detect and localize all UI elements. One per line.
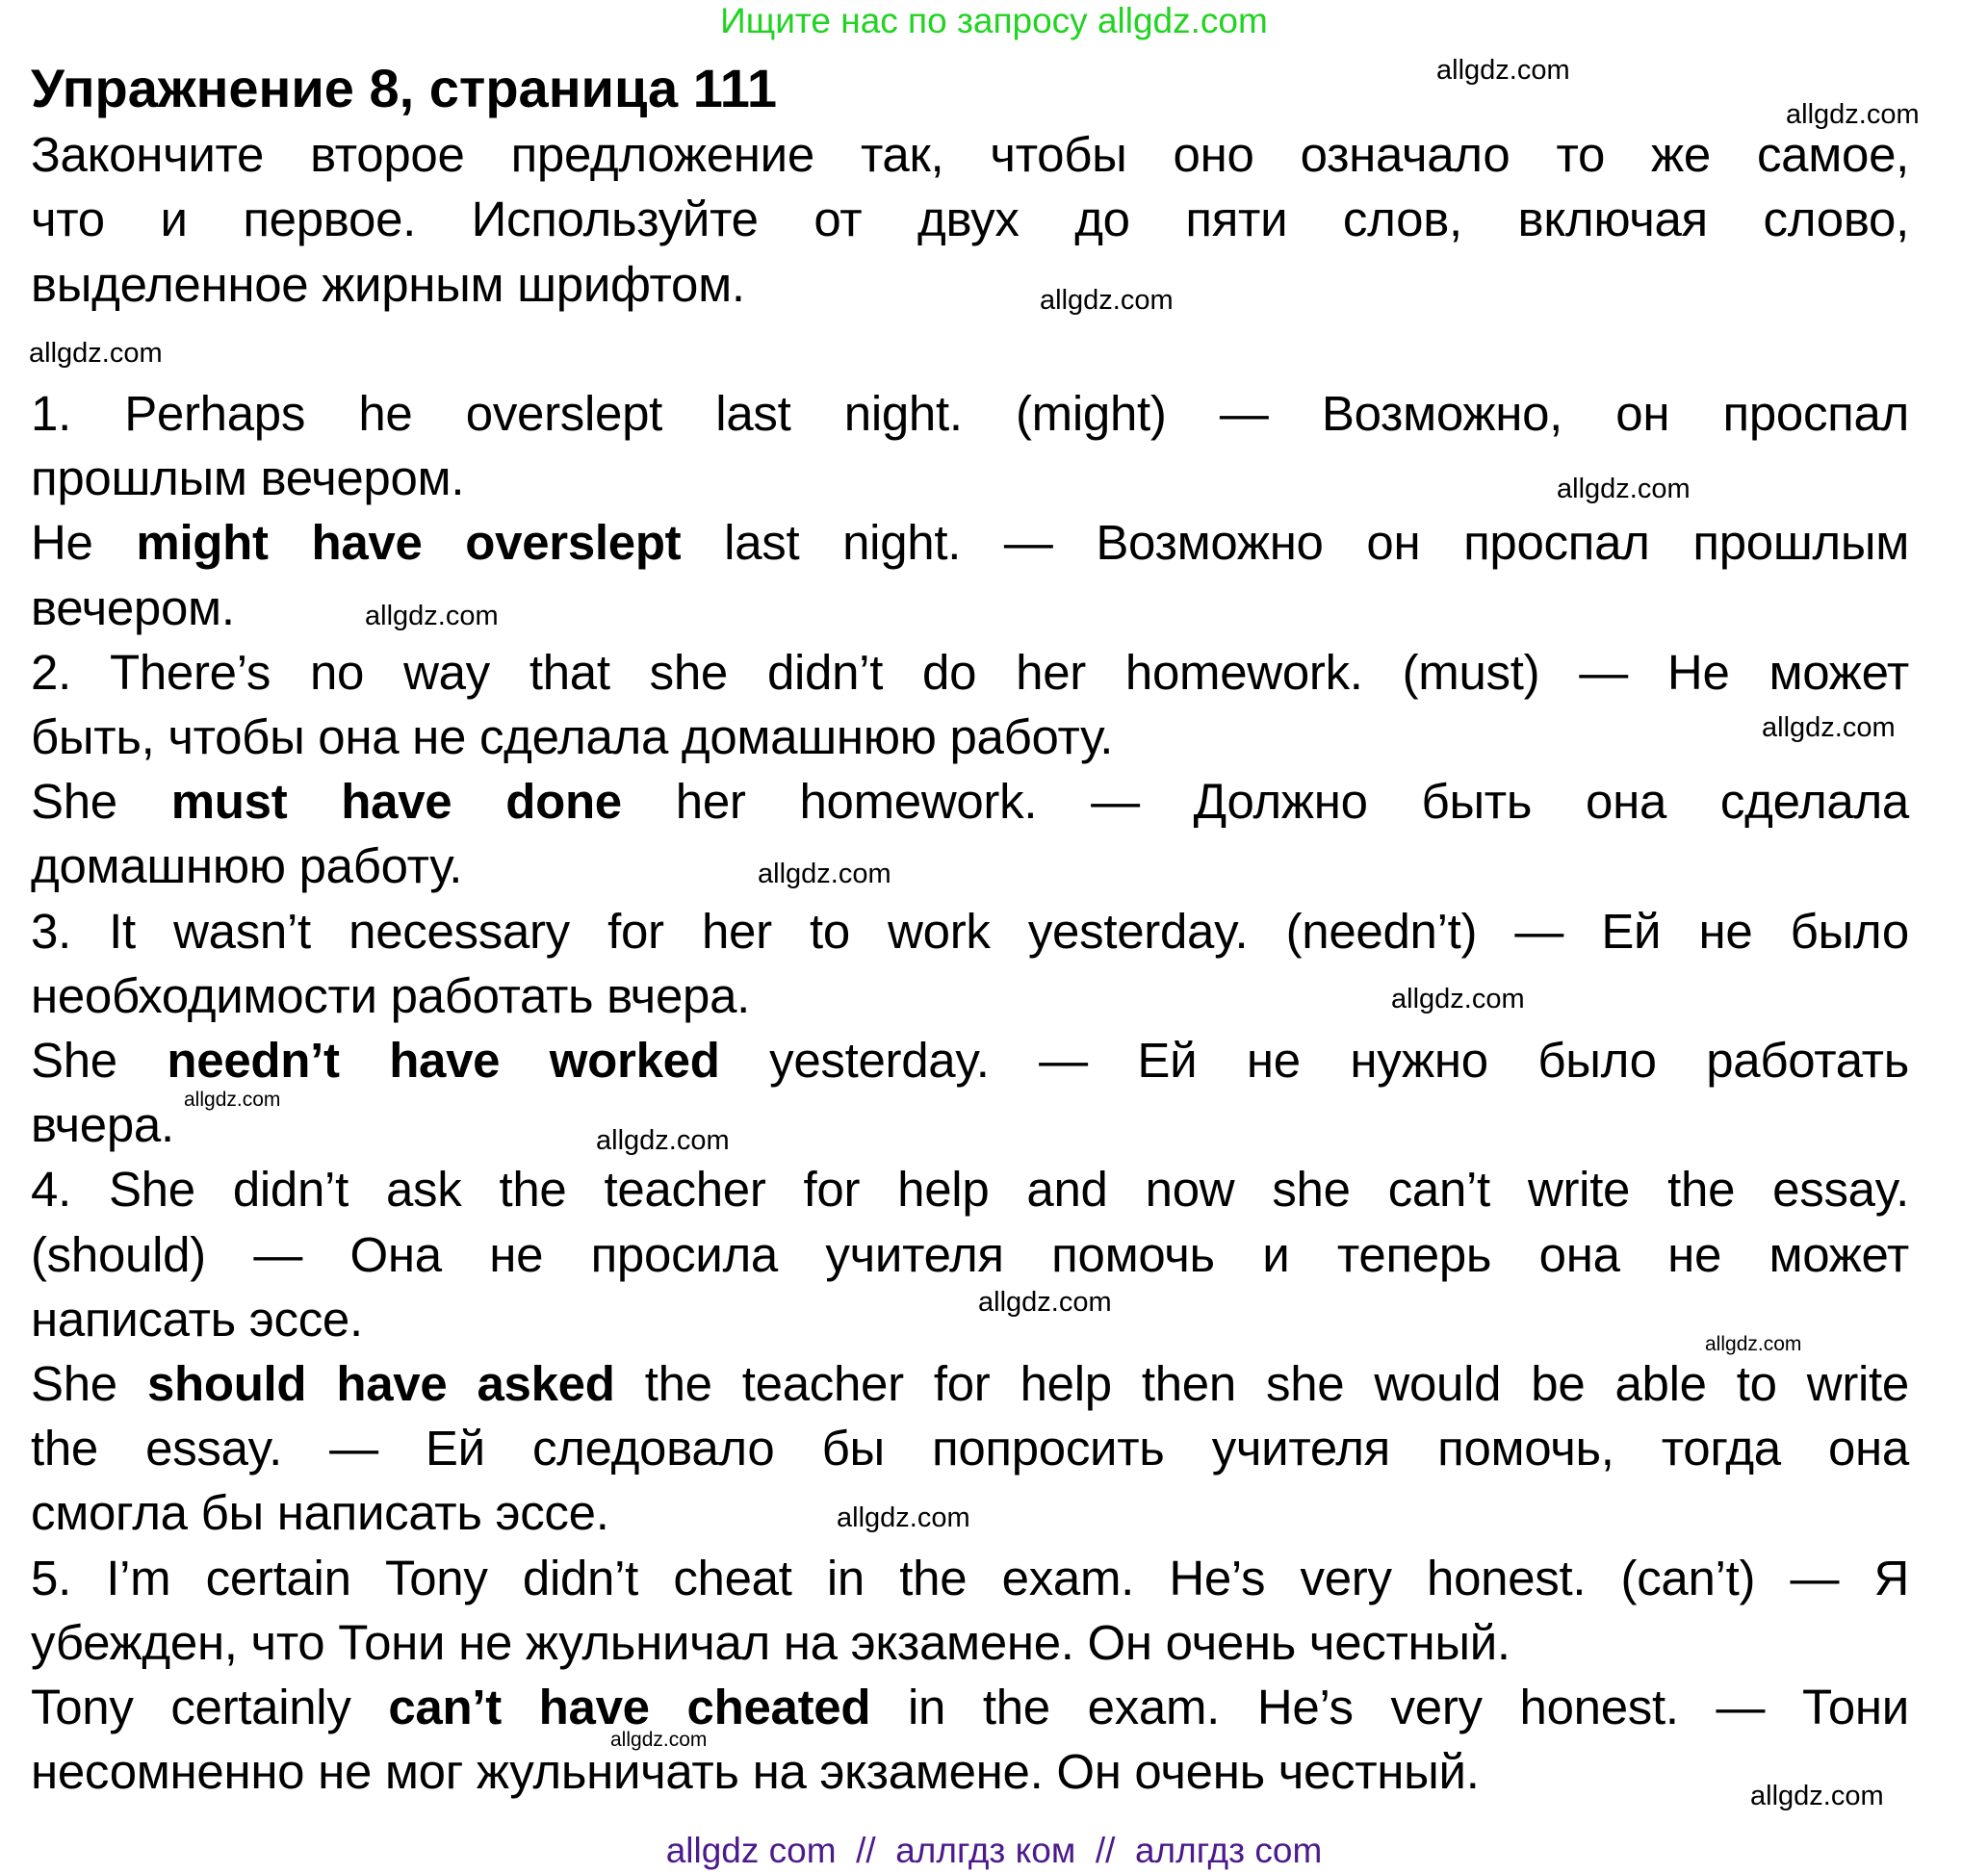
watermark: allgdz.com [365, 601, 499, 631]
answer-bold: must have done [170, 774, 622, 830]
text-line [31, 1351, 1909, 1417]
text-segment: the teacher for help then she would be able to write [614, 1356, 1909, 1411]
text-segment: 1. Perhaps he overslept last night. (might) — Возможно, он проспал [31, 386, 1909, 441]
text-segment: написать эссе. [31, 1291, 363, 1347]
text-segment: her homework. — Должно быть она сделала [621, 774, 1909, 830]
text-segment: She [31, 1356, 147, 1411]
text-segment: быть, чтобы она не сделала домашнюю работу. [31, 709, 1114, 764]
watermark: allgdz.com [758, 859, 891, 889]
answer-bold: should have asked [146, 1356, 615, 1411]
exercise-title: Упражнение 8, страница 111 [31, 58, 778, 118]
watermark: allgdz.com [610, 1729, 708, 1751]
text-line [31, 1222, 1909, 1288]
watermark: allgdz.com [29, 338, 163, 369]
text-segment: необходимости работать вчера. [31, 967, 751, 1023]
answer-bold: might have overslept [136, 515, 682, 571]
text-line [31, 705, 1909, 770]
text-line [31, 1610, 1909, 1676]
text-segment: прошлым вечером. [31, 450, 465, 506]
text-line [31, 1157, 1909, 1222]
text-line [31, 963, 1909, 1029]
text-segment: смогла бы написать эссе. [31, 1485, 609, 1541]
text-segment: вечером. [31, 579, 235, 635]
watermark: allgdz.com [184, 1089, 281, 1111]
text-segment: 2. There’s no way that she didn’t do her homework. (must) — Не может [31, 644, 1909, 700]
text-segment: 4. She didn’t ask the teacher for help and now she can’t write the essay. [31, 1162, 1909, 1218]
text-segment: домашнюю работу. [31, 838, 463, 894]
text-segment: She [31, 1033, 168, 1088]
watermark: allgdz.com [1705, 1333, 1802, 1355]
text-line [31, 1546, 1909, 1611]
text-line [31, 1675, 1909, 1740]
instruction-line: выделенное жирным шрифтом. [31, 257, 745, 312]
text-segment: last night. — Возможно он проспал прошлым [681, 515, 1910, 571]
text-line [31, 1287, 1909, 1352]
text-line [31, 381, 1909, 447]
watermark: allgdz.com [1040, 285, 1174, 316]
search-banner: Ищите нас по запросу allgdz.com [720, 1, 1268, 40]
watermark: allgdz.com [1750, 1781, 1884, 1811]
footer-links: allgdz com // аллгдз ком // аллгдз com [665, 1831, 1323, 1870]
watermark: allgdz.com [837, 1502, 970, 1533]
watermark: allgdz.com [596, 1125, 730, 1156]
text-segment: вчера. [31, 1097, 174, 1153]
text-line [31, 834, 1909, 899]
instruction-line: что и первое. Используйте от двух до пяти слов, включая слово, [31, 192, 1909, 246]
text-line [31, 1416, 1909, 1481]
text-line [31, 899, 1909, 964]
watermark: allgdz.com [978, 1287, 1112, 1318]
watermark: allgdz.com [1762, 712, 1896, 743]
instruction-line: Закончите второе предложение так, чтобы оно означало то же самое, [31, 127, 1909, 182]
text-line [31, 510, 1909, 576]
text-segment: She [31, 774, 171, 830]
text-line [31, 1739, 1909, 1805]
text-segment: (should) — Она не просила учителя помочь и теперь она не может [31, 1226, 1909, 1282]
text-segment: in the exam. He’s very honest. — Тони [870, 1680, 1909, 1734]
answer-bold: can’t have cheated [388, 1680, 871, 1734]
text-segment: 5. I’m certain Tony didn’t cheat in the exam. He’s very honest. (can’t) — Я [31, 1550, 1909, 1605]
text-segment: 3. It wasn’t necessary for her to work yesterday. (needn’t) — Ей не было [31, 903, 1909, 959]
text-line [31, 769, 1909, 834]
text-segment: Tony certainly [31, 1680, 389, 1734]
text-line [31, 1028, 1909, 1093]
watermark: allgdz.com [1436, 55, 1570, 86]
text-line [31, 640, 1909, 706]
text-line [31, 1092, 1909, 1158]
text-line [31, 576, 1909, 641]
text-segment: несомненно не мог жульничать на экзамене. Он очень честный. [31, 1744, 1480, 1800]
text-segment: yesterday. — Ей не нужно было работать [719, 1033, 1909, 1088]
text-segment: убежден, что Тони не жульничал на экзамене. Он очень честный. [31, 1614, 1510, 1670]
watermark: allgdz.com [1557, 474, 1691, 504]
answer-bold: needn’t have worked [167, 1033, 720, 1088]
text-segment: He [31, 515, 137, 571]
watermark: allgdz.com [1391, 984, 1525, 1014]
text-segment: the essay. — Ей следовало бы попросить учителя помочь, тогда она [31, 1421, 1909, 1476]
watermark: allgdz.com [1786, 99, 1920, 130]
